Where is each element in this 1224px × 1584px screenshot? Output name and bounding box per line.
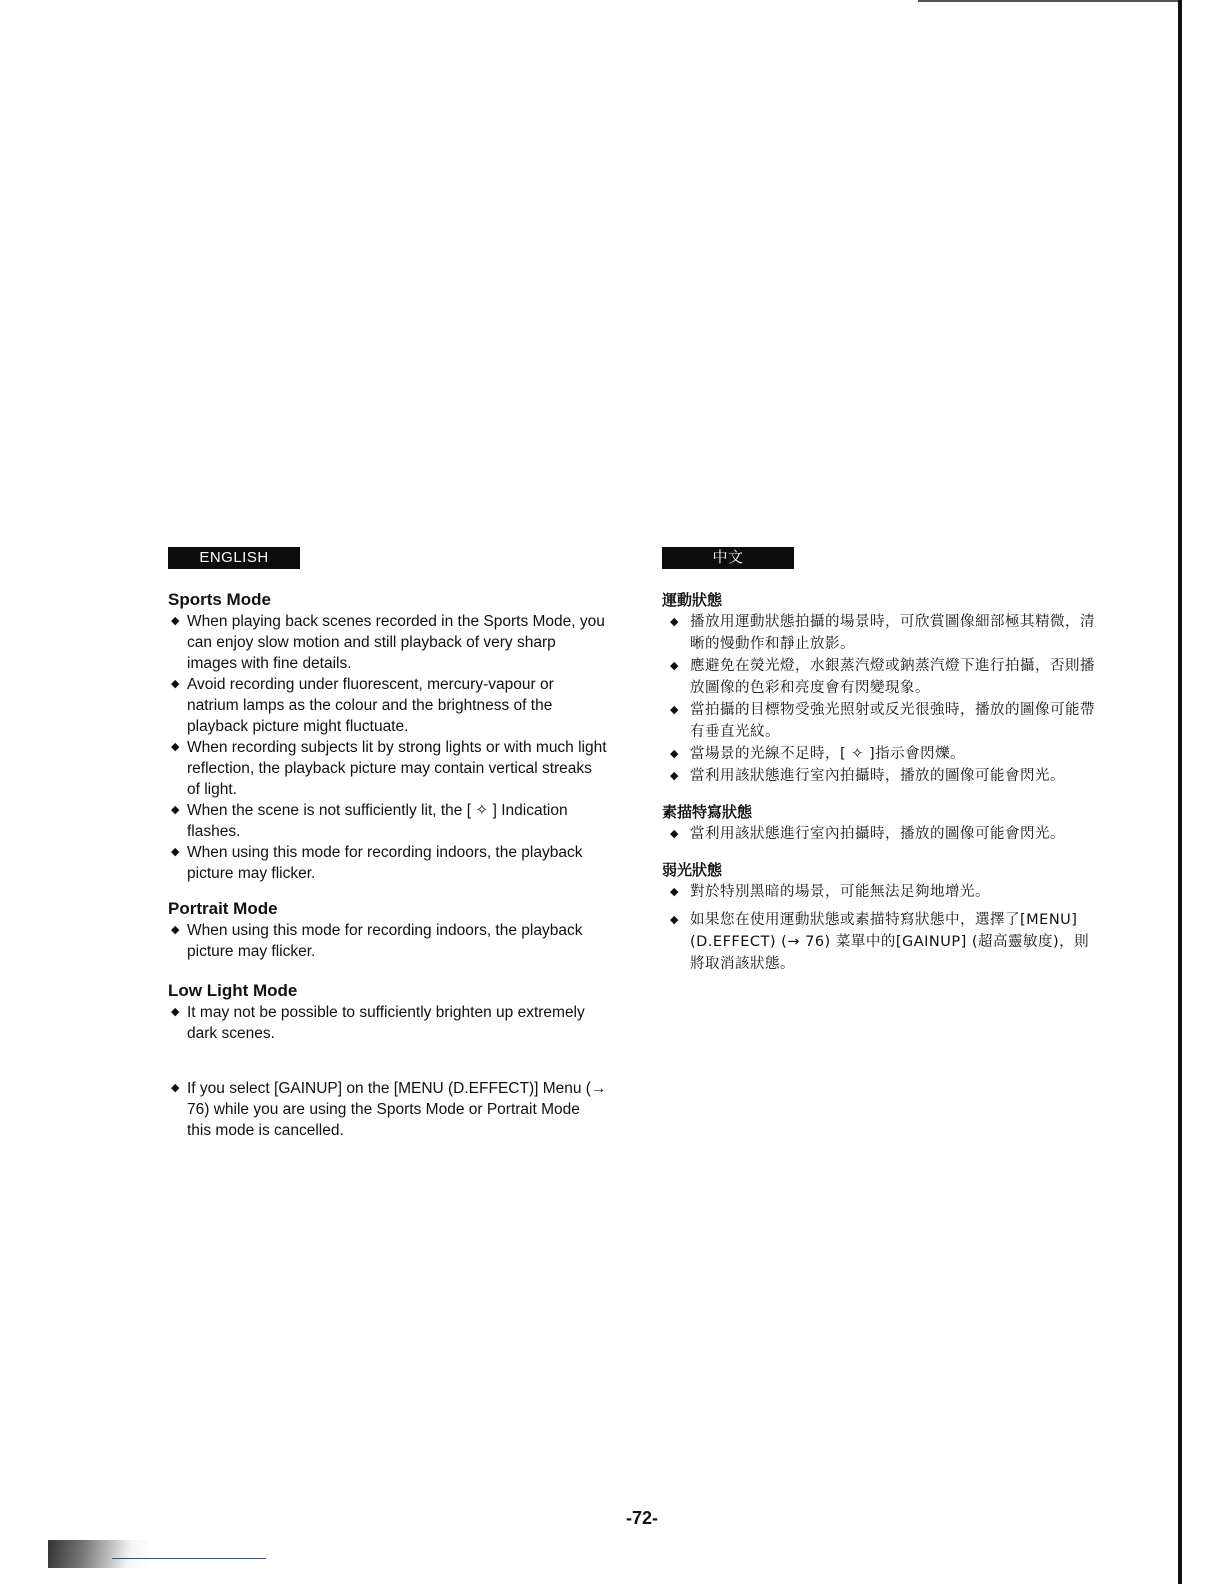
section-title: Portrait Mode [168, 899, 278, 918]
low-light-mode-section [168, 980, 608, 1044]
bullet-list [662, 611, 1102, 787]
bullet-list [662, 881, 1102, 975]
bullet-list [168, 611, 608, 884]
page-number: -72- [625, 1508, 658, 1528]
bullet-list [168, 920, 608, 962]
list-item: ◆ When playing back scenes recorded in the Sports Mode, you can enjoy slow motion and still playback of very sharp images with fine details. [171, 613, 605, 672]
bullet-icon: ◆ [670, 769, 679, 782]
bullet-list [662, 823, 1102, 845]
list-item: ◆ 當拍攝的目標物受強光照射或反光很強時，播放的圖像可能帶有垂直光紋。 [662, 699, 1102, 743]
scan-right-edge [1178, 0, 1182, 1584]
scan-line [112, 1558, 266, 1559]
list-item: ◆ Avoid recording under fluorescent, mercury-vapour or natrium lamps as the colour and the brightness of the playback picture might fluctuate. [171, 676, 554, 735]
list-item: ◆ 對於特別黑暗的場景，可能無法足夠地增光。 [662, 881, 1102, 903]
list-item: ◆ When using this mode for recording indoors, the playback picture may flicker. [171, 844, 583, 882]
low-light-mode-section-zh [662, 859, 1102, 975]
bullet-list [168, 1002, 608, 1044]
bullet-icon: ◆ [670, 885, 679, 898]
list-item: ◆ It may not be possible to sufficiently brighten up extremely dark scenes. [171, 1004, 585, 1042]
section-title: Low Light Mode [168, 981, 298, 1000]
note-item: ◆ If you select [GAINUP] on the [MENU (D.EFFECT)] Menu (→ 76) while you are using the Sports Mode or Portrait Mode this mode is cancelled. [171, 1080, 607, 1139]
list-item: ◆ When recording subjects lit by strong lights or with much light reflection, the playback picture may contain vertical streaks of light. [171, 739, 607, 798]
section-title: 弱光狀態 [662, 861, 723, 879]
sports-mode-section [168, 589, 608, 884]
note-list [168, 1078, 608, 1141]
section-title: Sports Mode [168, 590, 271, 609]
list-item: ◆ 當利用該狀態進行室內拍攝時，播放的圖像可能會閃光。 [662, 765, 1102, 787]
list-item: ◆ 播放用運動狀態拍攝的場景時，可欣賞圖像細部極其精微，清晰的慢動作和靜止放影。 [662, 611, 1102, 655]
scan-smudge [48, 1540, 148, 1568]
bullet-icon: ◆ [171, 1006, 180, 1018]
bullet-icon: ◆ [171, 846, 180, 858]
list-item: ◆ 應避免在熒光燈，水銀蒸汽燈或鈉蒸汽燈下進行拍攝，否則播放圖像的色彩和亮度會有閃變現象。 [662, 655, 1102, 699]
list-item: ◆ When the scene is not sufficiently lit, the [ ✧ ] Indication flashes. [171, 802, 568, 840]
list-item: ◆ When using this mode for recording indoors, the playback picture may flicker. [171, 922, 583, 960]
list-item: ◆ 當利用該狀態進行室內拍攝時，播放的圖像可能會閃光。 [662, 823, 1102, 845]
bullet-icon: ◆ [670, 827, 679, 840]
bullet-icon: ◆ [670, 615, 679, 628]
bullet-icon: ◆ [171, 1082, 180, 1094]
bullet-icon: ◆ [171, 615, 180, 627]
section-title: 素描特寫狀態 [662, 803, 753, 821]
sports-mode-section-zh [662, 589, 1102, 787]
bullet-icon: ◆ [171, 678, 180, 690]
list-item: ◆ 當場景的光線不足時，[ ✧ ]指示會閃爍。 [662, 743, 1102, 765]
bullet-icon: ◆ [171, 924, 180, 936]
language-tab-chinese: 中文 [662, 547, 794, 569]
bullet-icon: ◆ [171, 741, 180, 753]
language-tab-english: ENGLISH [168, 547, 300, 569]
section-title: 運動狀態 [662, 591, 723, 609]
bullet-icon: ◆ [670, 747, 679, 760]
bullet-icon: ◆ [670, 703, 679, 716]
english-column [168, 547, 608, 1141]
scan-top-edge [918, 0, 1178, 2]
bullet-icon: ◆ [670, 659, 679, 672]
bullet-icon: ◆ [670, 913, 679, 926]
portrait-mode-section [168, 898, 608, 962]
list-item: ◆ 如果您在使用運動狀態或素描特寫狀態中，選擇了[MENU] (D.EFFECT) (→ 76) 菜單中的[GAINUP] (超高靈敏度)，則將取消該狀態。 [662, 909, 1102, 975]
chinese-column [662, 547, 1102, 989]
bullet-icon: ◆ [171, 804, 180, 816]
portrait-mode-section-zh [662, 801, 1102, 845]
